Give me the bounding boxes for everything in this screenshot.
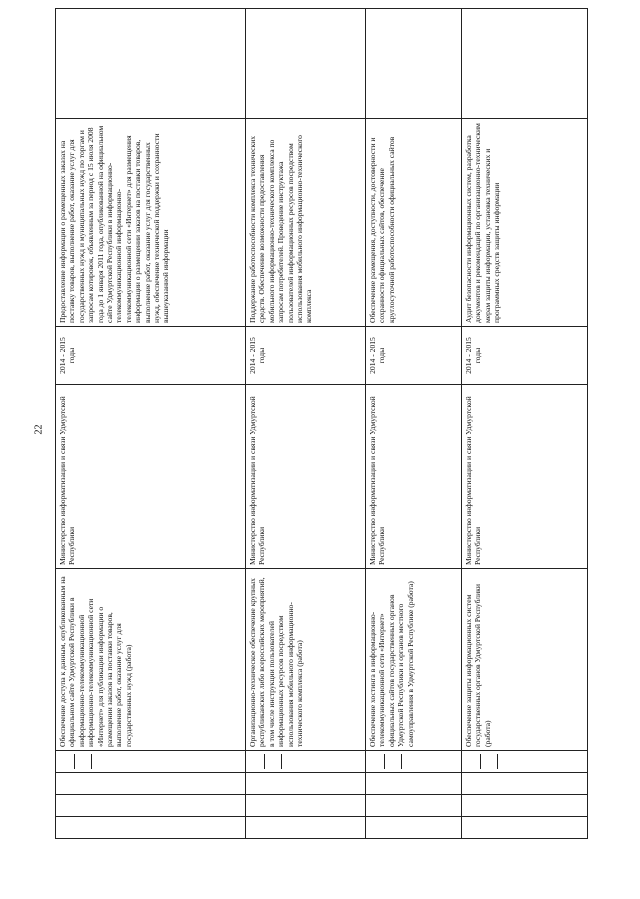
empty-cell [246, 9, 366, 119]
row-num-cell [462, 773, 588, 795]
program-activities-table [55, 8, 588, 839]
executor-cell: Министерство информатизации и связи Удмуртской Республики [246, 385, 366, 569]
result-cell: Предоставление информации о размещенных заказах на поставку товаров, выполнение работ, оказание услуг для государственных нужд и муниципальных нужд по торгам и запросам котировок, объявленным за период с 15 июля 2008 года до 1 января 2011 года, опубликованной на официальном сайте Удмуртской Республики в информационно-телекоммуникационной информационно-телекоммуникационной сети «Интернет» для размещения информации о размещении заказов на поставки товаров, выполнение работ, оказание услуг для государственных нужд, обеспечение технической поддержки и сохранности вышеуказанной информации [56, 119, 246, 327]
empty-cell [56, 9, 246, 119]
row-num-cell [462, 817, 588, 839]
row-num-cell [56, 773, 246, 795]
executor-cell: Министерство информатизации и связи Удмуртской Республики [366, 385, 462, 569]
table-row [366, 9, 462, 839]
row-num-cell [246, 773, 366, 795]
activity-cell: Обеспечение доступа к данным, опубликованным на официальном сайте Удмуртской Республики в информационно-телекоммуникационной информационно-телекоммуникационной сети «Интернет» для публикации информации о размещении заказов на поставки товаров, выполнение работ, оказание услуг для государственных нужд (работа) [56, 569, 246, 751]
row-num-cell [56, 817, 246, 839]
row-num-cell [462, 751, 588, 773]
table-row [246, 9, 366, 839]
row-num-cell [366, 751, 462, 773]
period-cell: 2014 - 2015 годы [366, 327, 462, 385]
row-num-cell [246, 817, 366, 839]
period-cell: 2014 - 2015 годы [56, 327, 246, 385]
row-num-cell [366, 773, 462, 795]
row-num-cell [366, 817, 462, 839]
row-num-cell [56, 751, 246, 773]
rotated-table-container [55, 29, 587, 839]
page-number: 22 [33, 424, 45, 435]
empty-cell [462, 9, 588, 119]
empty-cell [366, 9, 462, 119]
row-num-cell [462, 795, 588, 817]
executor-cell: Министерство информатизации и связи Удмуртской Республики [56, 385, 246, 569]
result-cell: Аудит безопасности информационных систем, разработка документов и рекомендаций по организационно-техническим мерам защиты информации, установка технических и программных средств защиты информации [462, 119, 588, 327]
period-cell: 2014 - 2015 годы [462, 327, 588, 385]
table-row [462, 9, 588, 839]
period-cell: 2014 - 2015 годы [246, 327, 366, 385]
row-num-cell [246, 795, 366, 817]
activity-cell: Обеспечение хостинга в информационно-телекоммуникационной сети «Интернет» официальных сайтов государственных органов Удмуртской Республики и органов местного самоуправления в Удмуртской Республике (работа) [366, 569, 462, 751]
result-cell: Обеспечение размещения, доступности, достоверности и сохранности официальных сайтов, обеспечение круглосуточной работоспособности официальных сайтов [366, 119, 462, 327]
result-cell: Поддержание работоспособности комплекса технических средств. Обеспечение возможности предоставления мобильного информационно-технического комплекса по запросам потребителей. Проведение инструктажа пользователей информационных ресурсов посредством использования мобильного информационно-технического комплекса [246, 119, 366, 327]
row-num-cell [366, 795, 462, 817]
activity-cell: Обеспечение защиты информационных систем государственных органов Удмуртской Республики (работа) [462, 569, 588, 751]
row-num-cell [56, 795, 246, 817]
executor-cell: Министерство информатизации и связи Удмуртской Республики [462, 385, 588, 569]
row-num-cell [246, 751, 366, 773]
table-row [56, 9, 246, 839]
activity-cell: Организационно-техническое обеспечение крупных республиканских либо всероссийских мероприятий, в том числе инструкции пользователей информационных ресурсов посредством использования мобильного информационно-технического комплекса (работа) [246, 569, 366, 751]
